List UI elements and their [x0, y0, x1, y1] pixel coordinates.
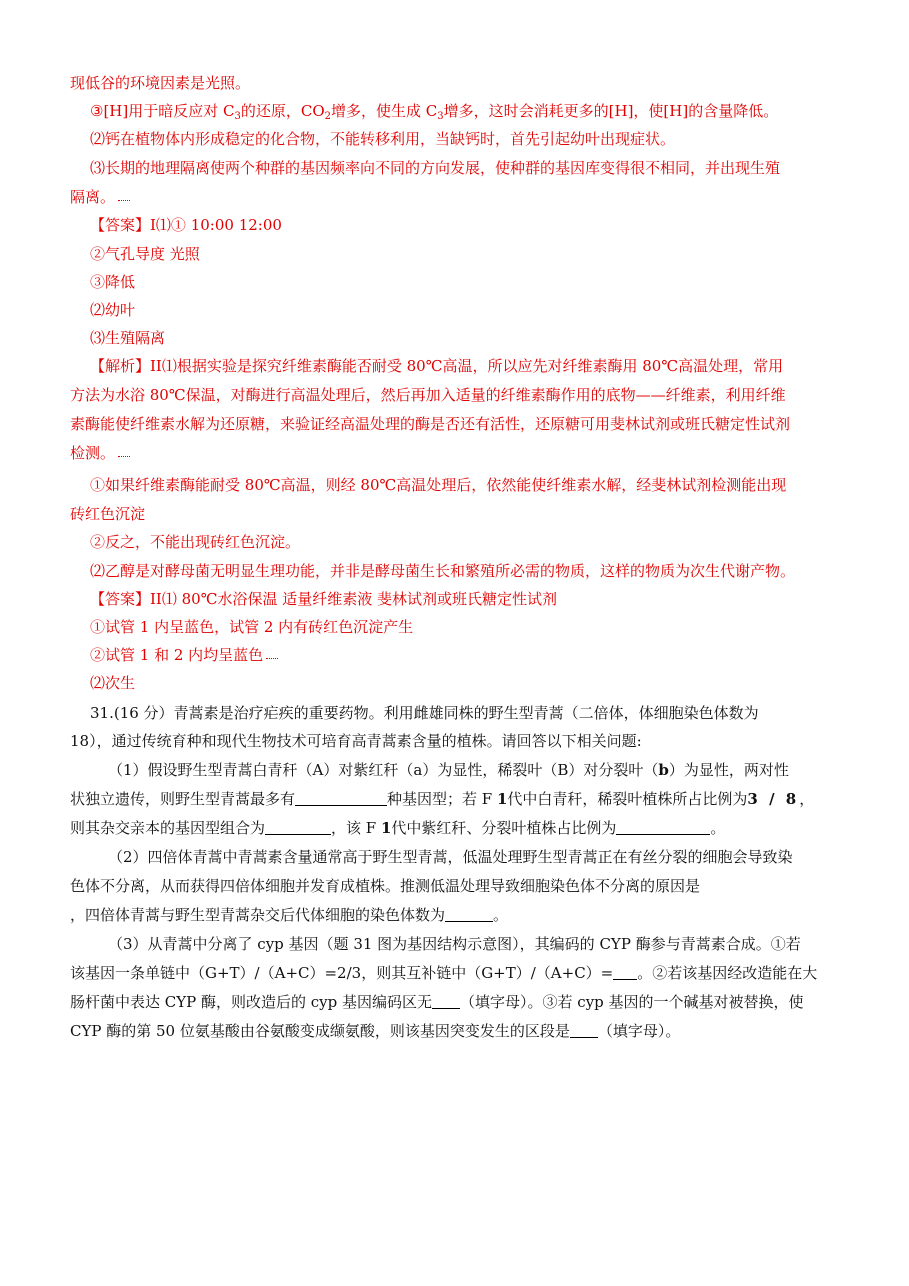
text: 砖红色沉淀 — [70, 505, 146, 523]
text: ⑵钙在植物体内形成稳定的化合物，不能转移利用，当缺钙时，首先引起幼叶出现症状。 — [90, 130, 676, 148]
analysis-line — [70, 503, 845, 525]
text: 隔离。 — [70, 188, 116, 206]
subscript: 3 — [437, 111, 444, 122]
text: 增多，这时会消耗更多的[H]，使[H]的含量降低。 — [443, 102, 779, 120]
subscript: 2 — [324, 111, 332, 122]
text: 31.(16 分）青蒿素是治疗疟疾的重要药物。利用雌雄同株的野生型青蒿（二倍体，体细胞染色体数为 — [90, 704, 759, 722]
text: ⑵幼叶 — [90, 301, 136, 319]
question-line — [70, 1020, 845, 1042]
answer-line — [90, 327, 845, 349]
text: ）为显性，两对性 — [668, 761, 789, 779]
text: ③[H]用于暗反应对 C — [90, 102, 235, 120]
analysis-line — [90, 474, 845, 496]
text: （2）四倍体青蒿中青蒿素含量通常高于野生型青蒿，低温处理野生型青蒿正在有丝分裂的细胞会导致染 — [108, 848, 793, 866]
answer-blank[interactable] — [265, 819, 331, 835]
subscript: 3 — [234, 111, 241, 122]
text: 。②若该基因经改造能在大 — [637, 964, 818, 982]
watermark-mark — [118, 194, 130, 201]
answer-blank[interactable] — [616, 819, 710, 835]
text: ②试管 1 和 2 内均呈蓝色 — [90, 646, 264, 664]
question-line — [70, 904, 845, 926]
text: 种基因型；若 F — [387, 790, 497, 808]
explanation-line — [90, 128, 845, 150]
text: ①如果纤维素酶能耐受 80℃高温，则经 80℃高温处理后，依然能使纤维素水解，经斐林试剂检测能出现 — [90, 476, 787, 494]
text: 现低谷的环境因素是光照。 — [70, 74, 251, 92]
question-line — [108, 759, 845, 781]
analysis-line — [70, 384, 845, 406]
question-line — [70, 730, 845, 752]
question-line — [70, 817, 845, 839]
text: 方法为水浴 80℃保温，对酶进行高温处理后，然后再加入适量的纤维素酶作用的底物——纤维素，利用纤维 — [70, 386, 786, 404]
answer-line — [90, 588, 845, 610]
answer-blank[interactable] — [432, 993, 460, 1009]
question-line — [70, 962, 845, 984]
answer-line — [90, 271, 845, 293]
text: （1）假设野生型青蒿白青秆（A）对紫红秆（a）为显性，稀裂叶（B）对分裂叶（ — [108, 761, 659, 779]
text: 18），通过传统育种和现代生物技术可培育高青蒿素含量的植株。请回答以下相关问题: — [70, 732, 642, 750]
text: 的还原，CO — [240, 102, 325, 120]
text: 素酶能使纤维素水解为还原糖，来验证经高温处理的酶是否还有活性，还原糖可用斐林试剂或班氏糖定性试剂 — [70, 415, 791, 433]
text: ⑵次生 — [90, 674, 136, 692]
answer-blank[interactable] — [570, 1022, 598, 1038]
answer-line — [90, 243, 845, 265]
question-line — [108, 846, 845, 868]
text: 则其杂交亲本的基因型组合为 — [70, 819, 266, 837]
text: ⑵乙醇是对酵母菌无明显生理功能，并非是酵母菌生长和繁殖所必需的物质，这样的物质为次生代谢产物。 — [90, 562, 796, 580]
text: 检测。 — [70, 444, 116, 462]
analysis-line — [90, 355, 845, 377]
text: 色体不分离，从而获得四倍体细胞并发育成植株。推测低温处理导致细胞染色体不分离的原因是 — [70, 877, 701, 895]
answer-line — [90, 616, 845, 638]
answer-line — [90, 644, 845, 666]
text: 【解析】II⑴根据实验是探究纤维素酶能否耐受 80℃高温，所以应先对纤维素酶用 80℃高温处理，常用 — [90, 357, 784, 375]
text: ②反之，不能出现砖红色沉淀。 — [90, 533, 301, 551]
text: 肠杆菌中表达 CYP 酶，则改造后的 cyp 基因编码区无 — [70, 993, 433, 1011]
text: CYP 酶的第 50 位氨基酸由谷氨酸变成缬氨酸，则该基因突变发生的区段是 — [70, 1022, 570, 1040]
answer-line — [90, 299, 845, 321]
analysis-line — [90, 531, 845, 553]
text: ，该 F — [331, 819, 381, 837]
text: ，四倍体青蒿与野生型青蒿杂交后代体细胞的染色体数为 — [70, 906, 446, 924]
text: 1 — [380, 819, 392, 837]
text: ②气孔导度 光照 — [90, 245, 200, 263]
text: 代中紫红秆、分裂叶植株占比例为 — [391, 819, 617, 837]
text: （填字母）。③若 cyp 基因的一个碱基对被替换，使 — [460, 993, 804, 1011]
explanation-line — [70, 72, 845, 94]
question-line — [70, 875, 845, 897]
answer-line — [90, 672, 845, 694]
text: 1 — [496, 790, 508, 808]
analysis-line — [90, 560, 845, 582]
text: （3）从青蒿中分离了 cyp 基因（题 31 图为基因结构示意图），其编码的 CYP 酶参与青蒿素合成。①若 — [108, 935, 801, 953]
answer-blank[interactable] — [613, 964, 637, 980]
text: 。 — [493, 906, 509, 924]
text: ⑶长期的地理隔离使两个种群的基因频率向不同的方向发展，使种群的基因库变得很不相同，并出现生殖 — [90, 159, 781, 177]
analysis-line — [70, 442, 845, 464]
text: ③降低 — [90, 273, 136, 291]
text: （填字母）。 — [597, 1022, 681, 1040]
text: 该基因一条单链中（G+T）/（A+C）=2/3，则其互补链中（G+T）/（A+C）= — [70, 964, 614, 982]
question-line — [70, 788, 845, 810]
watermark-mark — [118, 450, 130, 457]
answer-blank[interactable] — [445, 906, 493, 922]
answer-line — [90, 214, 845, 236]
watermark-mark — [266, 652, 278, 659]
text: 【答案】I⑴① 10:00 12:00 — [90, 216, 282, 234]
text: ， — [799, 790, 815, 808]
text: 【答案】II⑴ 80℃水浴保温 适量纤维素液 斐林试剂或班氏糖定性试剂 — [90, 590, 558, 608]
text: 状独立遗传，则野生型青蒿最多有 — [70, 790, 296, 808]
text: 3 / 8 — [747, 790, 800, 808]
text: ①试管 1 内呈蓝色，试管 2 内有砖红色沉淀产生 — [90, 618, 414, 636]
text: 代中白青秆，稀裂叶植株所占比例为 — [507, 790, 748, 808]
text: ⑶生殖隔离 — [90, 329, 166, 347]
explanation-line — [70, 186, 845, 208]
answer-blank[interactable] — [295, 790, 387, 806]
text: 。 — [710, 819, 726, 837]
text: 增多，使生成 C — [331, 102, 438, 120]
analysis-line — [70, 413, 845, 435]
question-line — [108, 933, 845, 955]
text: b — [658, 761, 669, 779]
question-title — [90, 702, 845, 724]
explanation-line — [90, 157, 845, 179]
question-line — [70, 991, 845, 1013]
explanation-line — [90, 100, 845, 122]
